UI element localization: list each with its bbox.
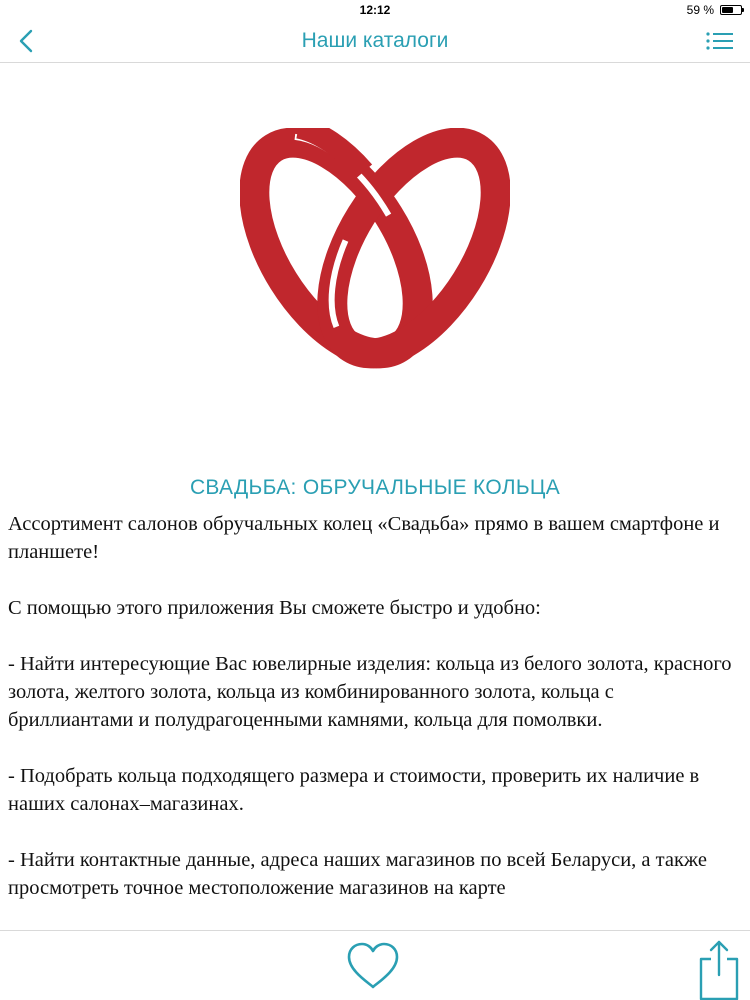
paragraph-select-rings: - Подобрать кольца подходящего размера и стоимости, проверить их наличие в наших салонах–магазинах.: [8, 765, 700, 815]
heart-outline-icon: [345, 941, 401, 991]
page-title: Наши каталоги: [301, 29, 449, 52]
battery-percentage: 59 %: [686, 3, 714, 17]
interlocked-rings-heart-logo: [240, 128, 510, 378]
paragraph-intro: Ассортимент салонов обручальных колец «Свадьба» прямо в вашем смартфоне и планшете!: [8, 513, 720, 563]
share-button[interactable]: [696, 939, 742, 1000]
paragraph-find-jewelry: - Найти интересующие Вас ювелирные изделия: кольца из белого золота, красного золота, желтого золота, кольца из комбинированного золота, кольца с бриллиантами и полудрагоценными камнями, кольца для помолвки.: [8, 653, 732, 731]
navigation-bar: [0, 20, 750, 63]
favorite-button[interactable]: [345, 941, 401, 991]
status-bar: [0, 0, 750, 20]
content-body: [8, 510, 738, 930]
list-menu-icon: [706, 30, 734, 52]
bottom-toolbar: [0, 930, 750, 1000]
share-icon: [696, 939, 742, 1000]
battery-icon: [720, 5, 742, 15]
battery-nub: [742, 8, 744, 12]
status-time: 12:12: [359, 3, 391, 17]
paragraph-features-intro: С помощью этого приложения Вы сможете быстро и удобно:: [8, 597, 541, 619]
brand-logo: [240, 128, 510, 378]
content-title: СВАДЬБА: ОБРУЧАЛЬНЫЕ КОЛЬЦА: [189, 476, 561, 499]
battery-fill: [722, 7, 733, 13]
menu-button[interactable]: [706, 30, 734, 52]
paragraph-find-contacts: - Найти контактные данные, адреса наших магазинов по всей Беларуси, а также просмотреть точное местоположение магазинов на карте: [8, 849, 707, 899]
